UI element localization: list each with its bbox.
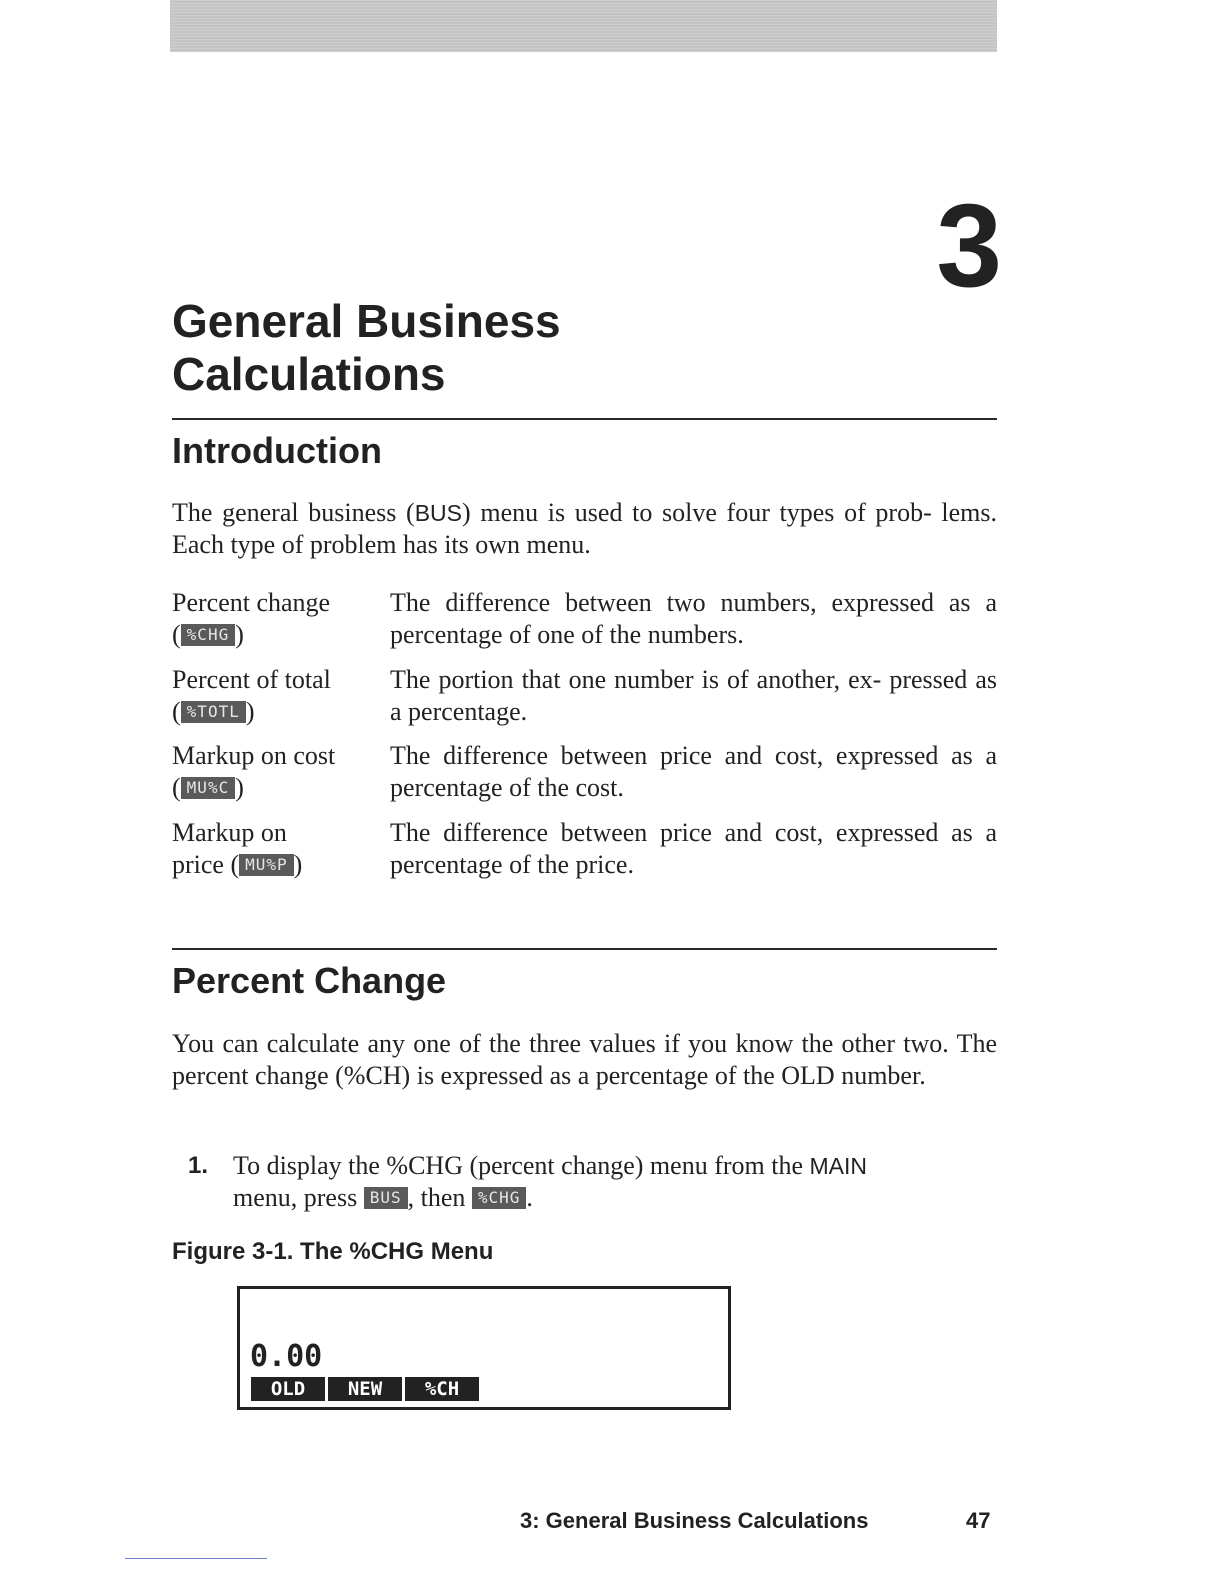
intro-text-2: ) menu is used to solve four types of prob- lems. Each type of problem has its own menu. [172,498,998,559]
definition-term-markup-on-price [172,817,382,881]
chapter-title-line-2: Calculations [172,348,446,400]
display-value: 0.00 [250,1339,323,1374]
step-text [233,1150,997,1214]
key-bus: BUS [364,1187,408,1209]
step-text-2: menu, press [233,1183,364,1212]
key-pct-chg: %CHG [181,624,236,646]
section-divider [172,418,997,420]
term-label: Percent of total [172,665,331,694]
term-key-line: price ( MU%P ) [172,850,303,879]
key-pct-totl: %TOTL [181,701,246,723]
bus-label: BUS [414,500,463,526]
key-pct-chg: %CHG [472,1187,527,1209]
definition-description-markup-on-price: The difference between price and cost, expressed as a percentage of the price. [390,818,997,879]
menu-key-pct-ch: %CH [405,1377,479,1401]
footer-title: 3: General Business Calculations [520,1508,869,1533]
term-key-line: ( MU%C ) [172,773,244,802]
step-text-3: , then [407,1183,472,1212]
term-key-line: ( %CHG ) [172,620,244,649]
section-divider [172,948,997,950]
menu-key-new: NEW [328,1377,402,1401]
key-mu-pct-c: MU%C [181,777,236,799]
percent-change-heading: Percent Change [172,960,447,1001]
introduction-heading: Introduction [172,430,382,471]
definition-description-percent-of-total: The portion that one number is of another, ex- pressed as a percentage. [390,665,997,726]
chapter-title-line-1: General Business [172,295,561,347]
term-prefix: price ( [172,850,240,879]
menu-key-old: OLD [251,1377,325,1401]
step-number: 1. [188,1152,209,1179]
term-label: Percent change [172,588,331,617]
display-menu-bar [251,1377,482,1401]
step-text-4: . [526,1183,533,1212]
definition-term-percent-change [172,587,382,651]
intro-text-1: The general business ( [172,498,415,527]
calculator-display [237,1286,731,1410]
bottom-edge-line [125,1558,267,1559]
term-key-line: ( %TOTL ) [172,697,255,726]
percent-change-paragraph: You can calculate any one of the three values if you know the other two. The percent change (%CH) is expressed as a percentage of the OLD number. [172,1029,997,1090]
introduction-paragraph [172,497,997,561]
definition-term-markup-on-cost [172,740,382,804]
page-header-band [170,0,997,52]
term-label: Markup on cost [172,741,336,770]
chapter-title [172,295,561,401]
step-text-1: To display the %CHG (percent change) menu from the [233,1151,810,1180]
term-label: Markup on [172,818,287,847]
page-number: 47 [966,1508,991,1533]
main-label: MAIN [809,1153,867,1179]
definition-description-markup-on-cost: The difference between price and cost, expressed as a percentage of the cost. [390,741,997,802]
key-mu-pct-p: MU%P [239,854,294,876]
definition-term-percent-of-total [172,664,382,728]
definition-description-percent-change: The difference between two numbers, expressed as a percentage of one of the numbers. [390,588,997,649]
chapter-number: 3 [936,180,1000,312]
figure-caption: Figure 3-1. The %CHG Menu [172,1238,494,1265]
